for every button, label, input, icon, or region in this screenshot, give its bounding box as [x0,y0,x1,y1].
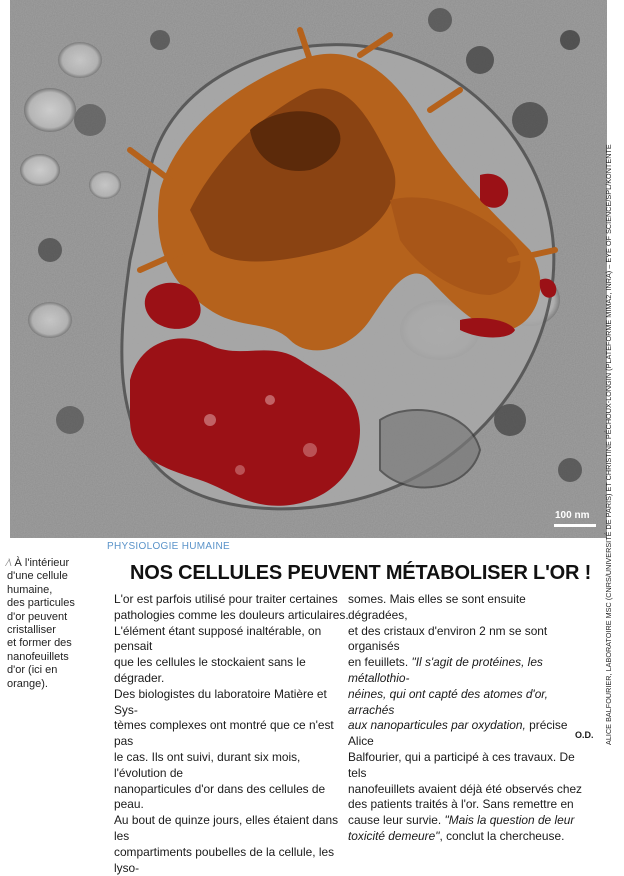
text-line: somes. Mais elles se sont ensuite dégradées, [348,592,526,622]
caption-line: humaine, [7,583,53,596]
text-line: et des cristaux d'environ 2 nm se sont organisés [348,623,548,654]
caption-line: des particules [7,597,75,610]
section-label: PHYSIOLOGIE HUMAINE [107,541,230,552]
article-column-2 [348,592,586,845]
text-line: que les cellules le stockaient sans le dégrader. [114,655,306,685]
text-line [348,655,586,687]
quote-text: toxicité demeure" [348,828,440,843]
microscopy-photo [10,0,607,538]
scale-bar-label: 100 nm [555,510,590,521]
article-column-1 [114,592,352,876]
text-line: nanoparticules d'or dans des cellules de peau. [114,781,326,812]
text-line: Au bout de quinze jours, elles étaient dans les [114,813,339,843]
quote-text: aux nanoparticules par oxydation, [348,718,526,733]
caption-line: d'or (ici en [7,664,58,677]
photo-credit-text: ALICE BALFOURIER, LABORATOIRE MSC (CNRS/UNIVERSITÉ DE PARIS) ET CHRISTINE PÉCHOUX-LONGIN (PLATEFORME MIMA2, INRA) – EYE OF SCIENCE/SPL/KONTENTE [604,144,613,745]
text-run: , conclut la chercheuse. [439,828,565,843]
page-title: NOS CELLULES PEUVENT MÉTABOLISER L'OR ! [130,562,592,584]
caption-line: et former des [7,637,72,650]
caption-line: orange). [7,677,48,690]
caption-triangle-icon: ⁄\ [7,558,12,569]
photo-caption [7,557,87,691]
caption-line: À l'intérieur [14,557,70,569]
photo-credit [584,0,624,750]
caption-line: nanofeuillets [7,650,69,663]
text-run: précise Alice [348,718,568,749]
text-line: Balfourier, qui a participé à ces travaux. De tels [348,749,575,780]
quote-text: "Il s'agit de protéines, les métallothio- [348,655,543,685]
text-line: nanofeuillets avaient déjà été observés chez [348,781,583,796]
text-line: pathologies comme les douleurs articulaires. [114,607,349,622]
text-line [348,829,586,845]
text-line [348,813,586,829]
text-line: L'or est parfois utilisé pour traiter certaines [114,592,338,606]
text-line: des patients traités à l'or. Sans remettre en [348,797,574,812]
text-line [348,718,586,750]
text-line: compartiments poubelles de la cellule, les lyso- [114,844,335,875]
text-line: le cas. Ils ont suivi, durant six mois, l'évolution de [114,749,301,780]
text-line: tèmes complexes ont montré que ce n'est pas [114,718,334,749]
text-line [348,687,586,719]
quote-text: "Mais la question de leur [444,813,575,828]
author-signature: O.D. [575,730,594,740]
caption-line: d'or peuvent [7,610,68,623]
text-run: cause leur survie. [348,813,445,828]
text-line: Des biologistes du laboratoire Matière et Sys- [114,686,327,717]
caption-line: cristalliser [7,624,56,637]
text-run: en feuillets. [348,655,412,670]
quote-text: néines, qui ont capté des atomes d'or, arrachés [348,686,548,717]
microscopy-image [10,0,607,538]
text-line: L'élément étant supposé inaltérable, on pensait [114,623,322,654]
caption-line: d'une cellule [7,570,68,583]
